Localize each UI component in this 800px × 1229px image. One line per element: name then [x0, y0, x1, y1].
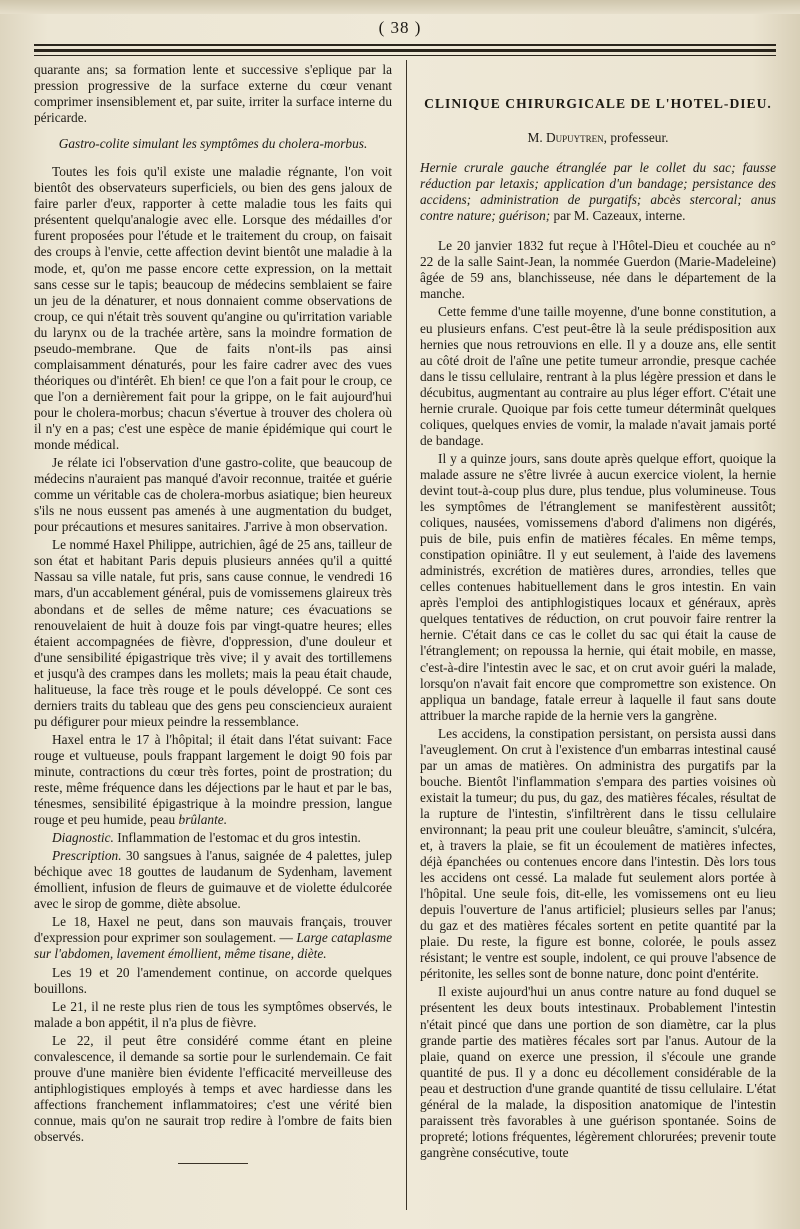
body-paragraph — [34, 914, 392, 962]
body-paragraph: Le 20 janvier 1832 fut reçue à l'Hôtel-Dieu et couchée au n° 22 de la salle Saint-Jean, la nommée Guerdon (Marie-Madeleine) âgée de 59 ans, blanchisseuse, née dans le département de la manche. — [420, 238, 776, 302]
prescription-label: Prescription. — [52, 848, 122, 864]
prescription-paragraph — [34, 848, 392, 912]
italic-run: brûlante. — [178, 812, 228, 828]
diagnostic-label: Diagnostic. — [52, 830, 114, 846]
body-paragraph: Le 21, il ne reste plus rien de tous les symptômes observés, le malade a bon appétit, il n'a plus de fièvre. — [34, 998, 392, 1030]
body-paragraph: Je rélate ici l'observation d'une gastro-colite, que beaucoup de médecins n'auraient pas manqué d'avoir reconnue, traitée et guérie comme un véritable cas de cholera-morbus asiatique; bien heureux s'ils ne nous eussent pas amenés à une augmentation du budget, pour précautions et mesures sanitaires. J'arrive à mon observation. — [34, 455, 392, 535]
body-paragraph: Il existe aujourd'hui un anus contre nature au fond duquel se présentent les deux bouts intestinaux. Probablement l'intestin n'était pincé que dans une portion de son diamètre, car la plus grande partie des matières fécales sort par l'anus. Autour de la plaie, quand on exerce une pression, il s'écoule une grande quantité de pus. Il y a donc eu décollement considérable de la peau et destruction d'une grande quantité de tissu cellulaire. L'état général de la malade, la disposition anatomique de l'intestin paraissent très favorables à une guérison spontanée. Soins de propreté; lotions fréquentes, légèrement chlorurées; prevenir toute gangrène consécutive, toute — [420, 984, 776, 1160]
case-summary-text: Hernie crurale gauche étranglée par le collet du sac; fausse réduction par letaxis; application d'un bandage; persistance des accidens; administration de purgatifs; abcès stercoral; anus contre nature; guérison; — [420, 160, 776, 224]
top-edge — [0, 0, 800, 14]
intro-paragraph: quarante ans; sa formation lente et successive s'eplique par la pression progressive de la surface externe du cœur venant comprimer insensiblement et, par suite, irriter la surface interne du péricarde. — [34, 62, 392, 126]
body-paragraph: Cette femme d'une taille moyenne, d'une bonne constitution, a eu plusieurs enfans. C'est peut-être là la seule prédisposition aux hernies que nous retrouvions en elle. Il y a douze ans, elle sentit au côté droit de l'aîne une petite tumeur arrondie, presque cachée dans le tissu cellulaire, rentrant à la plus légère pression et dans le décubitus, augmentant au contraire au plus léger effort. C'était une hernie crurale. Quoique par fois cette tumeur déterminât quelques coliques, quelques envies de vomir, la malade n'avait jamais porté de bandage. — [420, 304, 776, 448]
page-number: ( 38 ) — [378, 18, 422, 37]
diagnostic-text: Inflammation de l'estomac et du gros intestin. — [117, 830, 361, 846]
article-subheading: Gastro-colite simulant les symptômes du cholera-morbus. — [58, 136, 368, 152]
text-run: Haxel entra le 17 à l'hôpital; il était dans l'état suivant: Face rouge et vultueuse, pouls frappant largement le doigt 90 fois par minute, contractions du cœur très fortes, point de prostration; du reste, même fréquence dans les déjections par le haut et par le bas, ténesmes, sensibilité épigastrique à la moindre pression, langue rouge et peu humide, peau — [34, 731, 392, 828]
body-paragraph: Les 19 et 20 l'amendement continue, on accorde quelques bouillons. — [34, 964, 392, 996]
body-paragraph — [34, 732, 392, 828]
professor-line — [420, 130, 776, 146]
case-summary — [420, 160, 776, 224]
prescription-text: 30 sangsues à l'anus, saignée de 4 palettes, julep béchique avec 18 gouttes de laudanum de Sydenham, lavement émollient, infusion de fleurs de guimauve et de violette édulcorée avec le sirop de gomme, diète absolue. — [34, 848, 392, 912]
right-column — [420, 62, 776, 1163]
professor-role: professeur. — [610, 130, 669, 146]
end-rule — [178, 1163, 248, 1164]
diagnostic-paragraph — [34, 830, 392, 846]
body-paragraph: Toutes les fois qu'il existe une maladie régnante, l'on voit bientôt des observateurs superficiels, ou bien des gens jaloux de faire parler d'eux, rapporter à cette maladie tous les faits qui présentent quelqu'analogie avec elle. Lorsque des médailles d'or furent proposées pour l'étude et le traitement du croup, on faisait des croups à l'envie, cette affection devint bientôt une maladie à la mode, et, qu'on me passe encore cette expression, on la mettait sans cesse sur le tapis; beaucoup de médecins semblaient se faire un jeu de la dénaturer, et nous donnaient comme observations de croup, ce qui n'était très souvent qu'angine ou qu'irritation variable du larynx ou de la trachée artère, sans la moindre formation de pseudo-membrane. Que de faits n'ont-ils pas ainsi complaisamment dénaturés, pour les faire cadrer avec des vues théoriques ou d'intérêt. Eh bien! ce que l'on a fait pour le croup, ce que l'on a dernièrement fait pour la grippe, on le fait aujourd'hui pour le cholera-morbus; chacun s'évertue à trouver des cholera où il n'y en a pas; c'est une espèce de manie épidémique qui court le monde médical. — [34, 164, 392, 453]
body-paragraph: Les accidens, la constipation persistant, on persista aussi dans l'aveuglement. On crut à l'existence d'un embarras intestinal causé par un amas de matières. On administra des purgatifs par la bouche. Bientôt l'inflammation s'empara des parties voisines où existait la tumeur; du pus, du gaz, des matières fécales, résultat de la rupture de l'intestin, s'infiltrèrent dans le tissu cellulaire environnant; la peau prit une couleur bleuâtre, s'amincit, s'ulcéra, et, à travers la plaie, se fit un écoulement de matières infectes, déjà épanchées ou contenues encore dans l'intestin. Dès lors tous les accidens ont cessé. La malade fut seulement alors portée à l'hôpital. Une seule fois, dit-elle, les vomissemens ont eu lieu depuis l'ouverture de l'anus artificiel; plusieurs selles par l'anus; du gaz et des matières fécales sortent en petite quantité par la plaie. Du reste, la figure est bonne, colorée, le pouls assez résistant; le ventre est souple, indolent, ce qui prouve l'absence de péritonite, les selles sont de bonne nature, donc point d'entérite. — [420, 725, 776, 982]
column-divider — [406, 60, 407, 1210]
case-author: par M. Cazeaux, interne. — [553, 208, 686, 224]
italic-run: Large cataplasme sur l'abdomen, lavement émollient, même tisane, diète. — [34, 930, 393, 962]
header-rule-thick — [34, 49, 776, 52]
body-paragraph: Il y a quinze jours, sans doute après quelque effort, quoique la malade assure ne s'être livrée à aucun exercice violent, la hernie devint tout-à-coup plus dure, plus tendue, plus volumineuse. Tous les symptômes de l'étranglement se manifestèrent aussitôt; coliques, nausées, vomissemens d'abord d'alimens non digérés, puis de bile, puis enfin de matières fécales. En même temps, constipation opiniâtre. Il y eut seulement, à l'aide des lavemens administrés, excrétion de matières dures, arrondies, telles que celles contenues habituellement dans le gros intestin. En vain après l'emploi des antiphlogistiques locaux et généraux, après quelques tentatives de réduction, on crut pouvoir faire rentrer la hernie. C'était dans ce cas le collet du sac qui était la cause de l'étranglement; on repoussa la hernie, qui était mobile, en masse, c'est-à-dire l'intestin avec le sac, et on crut avoir guéri la malade, lorsqu'on n'avait fait encore que compromettre son existence. On appliqua un bandage, fatale erreur à laquelle il faut sans doute attribuer la marche rapide de la hernie vers la gangrène. — [420, 450, 776, 723]
professor-name: M. Dupuytren, — [527, 130, 607, 146]
section-title: CLINIQUE CHIRURGICALE DE L'HOTEL-DIEU. — [424, 96, 772, 111]
text-run: Le 18, Haxel ne peut, dans son mauvais français, trouver d'expression pour exprimer son soulagement. — — [34, 914, 392, 946]
body-paragraph: Le nommé Haxel Philippe, autrichien, âgé de 25 ans, tailleur de son état et habitant Paris depuis plusieurs années qu'il a quitté Nassau sa ville natale, fut pris, sans cause connue, le vendredi 16 mars, d'un accablement général, puis de vomissemens glaireux très abondans et de selles de même nature; ces évacuations se renouvelaient de huit à douze fois par vingt-quatre heures; elles étaient accompagnées de fièvre, d'oppression, d'une douleur et d'une sensibilité épigastrique très vive; il y avait des tortillemens et jusqu'à des crampes dans les mollets; mais la peau était chaude, halitueuse, la face très rouge et le pouls développé. Ce sont ces derniers traits du tableau que des gens peu consciencieux auraient pu défigurer pour mieux peindre la ressemblance. — [34, 537, 392, 729]
left-column — [34, 62, 392, 1164]
body-paragraph: Le 22, il peut être considéré comme étant en pleine convalescence, il demande sa sortie pour le surlendemain. Ce fait prouve d'une manière bien évidente l'efficacité merveilleuse des antiphlogistiques employés à temps et avec hardiesse dans les affections franchement inflammatoires; c'est une vérité bien connue, mais qu'on ne saurait trop redire à l'ombre de faits bien observés. — [34, 1032, 392, 1144]
header-rule-thin — [34, 55, 776, 56]
header-rule — [34, 44, 776, 46]
